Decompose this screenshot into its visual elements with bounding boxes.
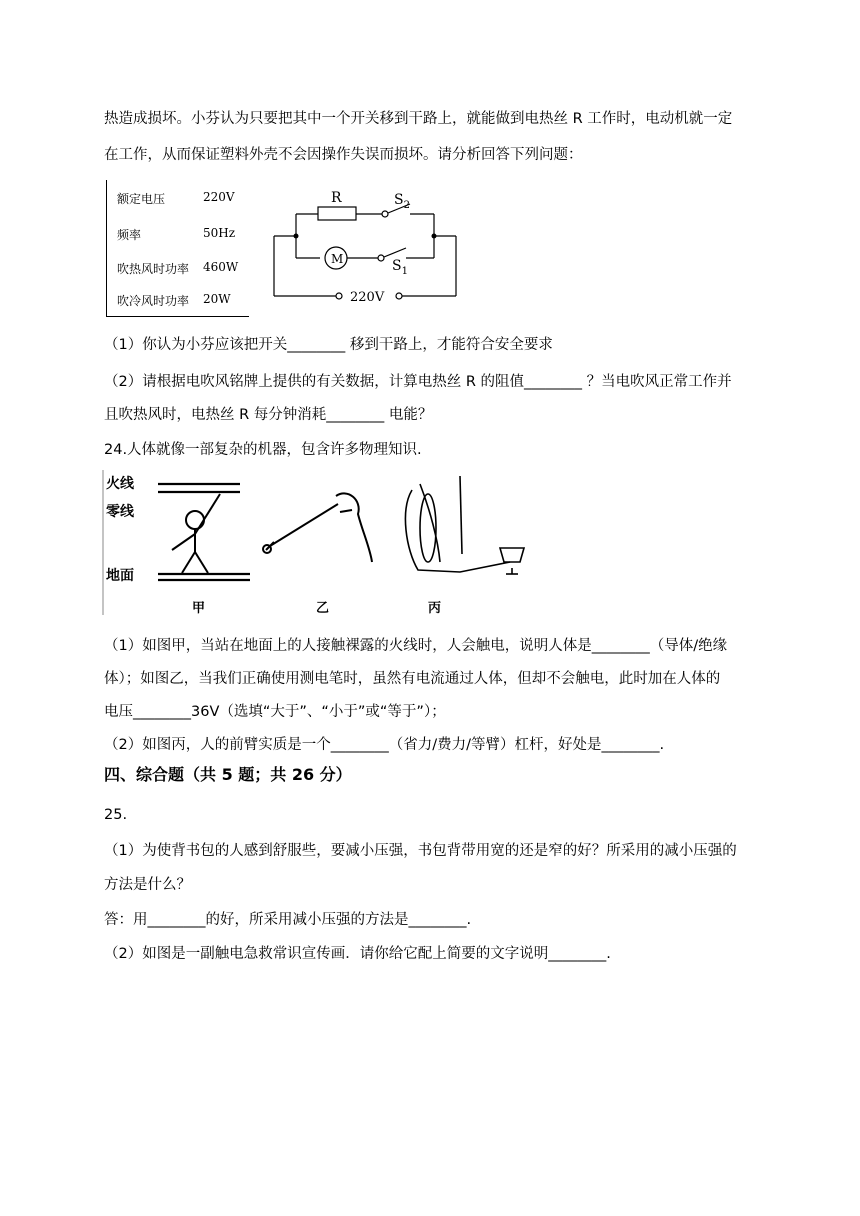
question-line: （1）如图甲，当站在地面上的人接触裸露的火线时，人会触电，说明人体是________（导体/绝缘 <box>104 638 728 654</box>
switch2-label: $S_2$ <box>394 192 410 211</box>
section-heading: 四、综合题（共 5 题；共 26 分） <box>104 765 352 784</box>
figure-24 <box>100 470 560 620</box>
switch1-label: $S_1$ <box>392 258 408 277</box>
paragraph-line: 在工作，从而保证塑料外壳不会因操作失误而损坏。请分析回答下列问题： <box>104 147 583 163</box>
question-line: 方法是什么？ <box>104 877 191 893</box>
ground-label: 地面 <box>106 568 134 584</box>
question-line: （2）请根据电吹风铭牌上提供的有关数据，计算电热丝 R 的阻值________ ？当电吹风正常工作并 <box>104 374 732 390</box>
person-figure <box>172 494 220 573</box>
caption-bing: 丙 <box>428 601 442 616</box>
tester-pen <box>263 493 372 562</box>
question-number: 25. <box>104 807 128 823</box>
question-line: 且吹热风时，电热丝 R 每分钟消耗________ 电能？ <box>104 407 433 423</box>
spec-label: 频率 <box>117 228 142 242</box>
circuit-diagram <box>266 186 470 310</box>
question-line: （2）如图丙，人的前臂实质是一个________（省力/费力/等臂）杠杆，好处是________. <box>104 737 665 753</box>
question-title: 24.人体就像一部复杂的机器，包含许多物理知识. <box>104 442 422 458</box>
caption-yi: 乙 <box>316 601 330 616</box>
live-wire-label: 火线 <box>106 476 134 492</box>
answer-line: 答：用________的好，所采用减小压强的方法是________. <box>104 912 472 928</box>
spec-label: 吹冷风时功率 <box>117 294 190 308</box>
spec-value: 50Hz <box>203 226 236 240</box>
spec-value: 220V <box>203 190 235 204</box>
question-line: （1）为使背书包的人感到舒服些，要减小压强，书包背带用宽的还是窄的好？所采用的减小压强的 <box>104 843 737 859</box>
spec-value: 460W <box>203 260 239 274</box>
question-line: （1）你认为小芬应该把开关________ 移到干路上，才能符合安全要求 <box>104 337 553 353</box>
spec-label: 额定电压 <box>117 192 166 206</box>
question-line: 电压________36V（选填“大于”、“小于”或“等于”）； <box>104 704 446 720</box>
caption-jia: 甲 <box>192 601 206 616</box>
neutral-wire-label: 零线 <box>106 504 134 520</box>
resistor-label: R <box>331 190 342 206</box>
supply-voltage-label: 220V <box>350 290 385 305</box>
question-line: 体）；如图乙，当我们正确使用测电笔时，虽然有电流通过人体，但却不会触电，此时加在人体的 <box>104 671 721 687</box>
paragraph-line: 热造成损坏。小芬认为只要把其中一个开关移到干路上，就能做到电热丝 R 工作时，电动机就一定 <box>104 111 733 127</box>
arm-figure <box>405 476 524 574</box>
nameplate-table <box>106 180 249 317</box>
question-line: （2）如图是一副触电急救常识宣传画．请你给它配上简要的文字说明________. <box>104 946 611 962</box>
spec-label: 吹热风时功率 <box>117 262 190 276</box>
motor-label: M <box>331 252 344 266</box>
spec-value: 20W <box>203 292 231 306</box>
